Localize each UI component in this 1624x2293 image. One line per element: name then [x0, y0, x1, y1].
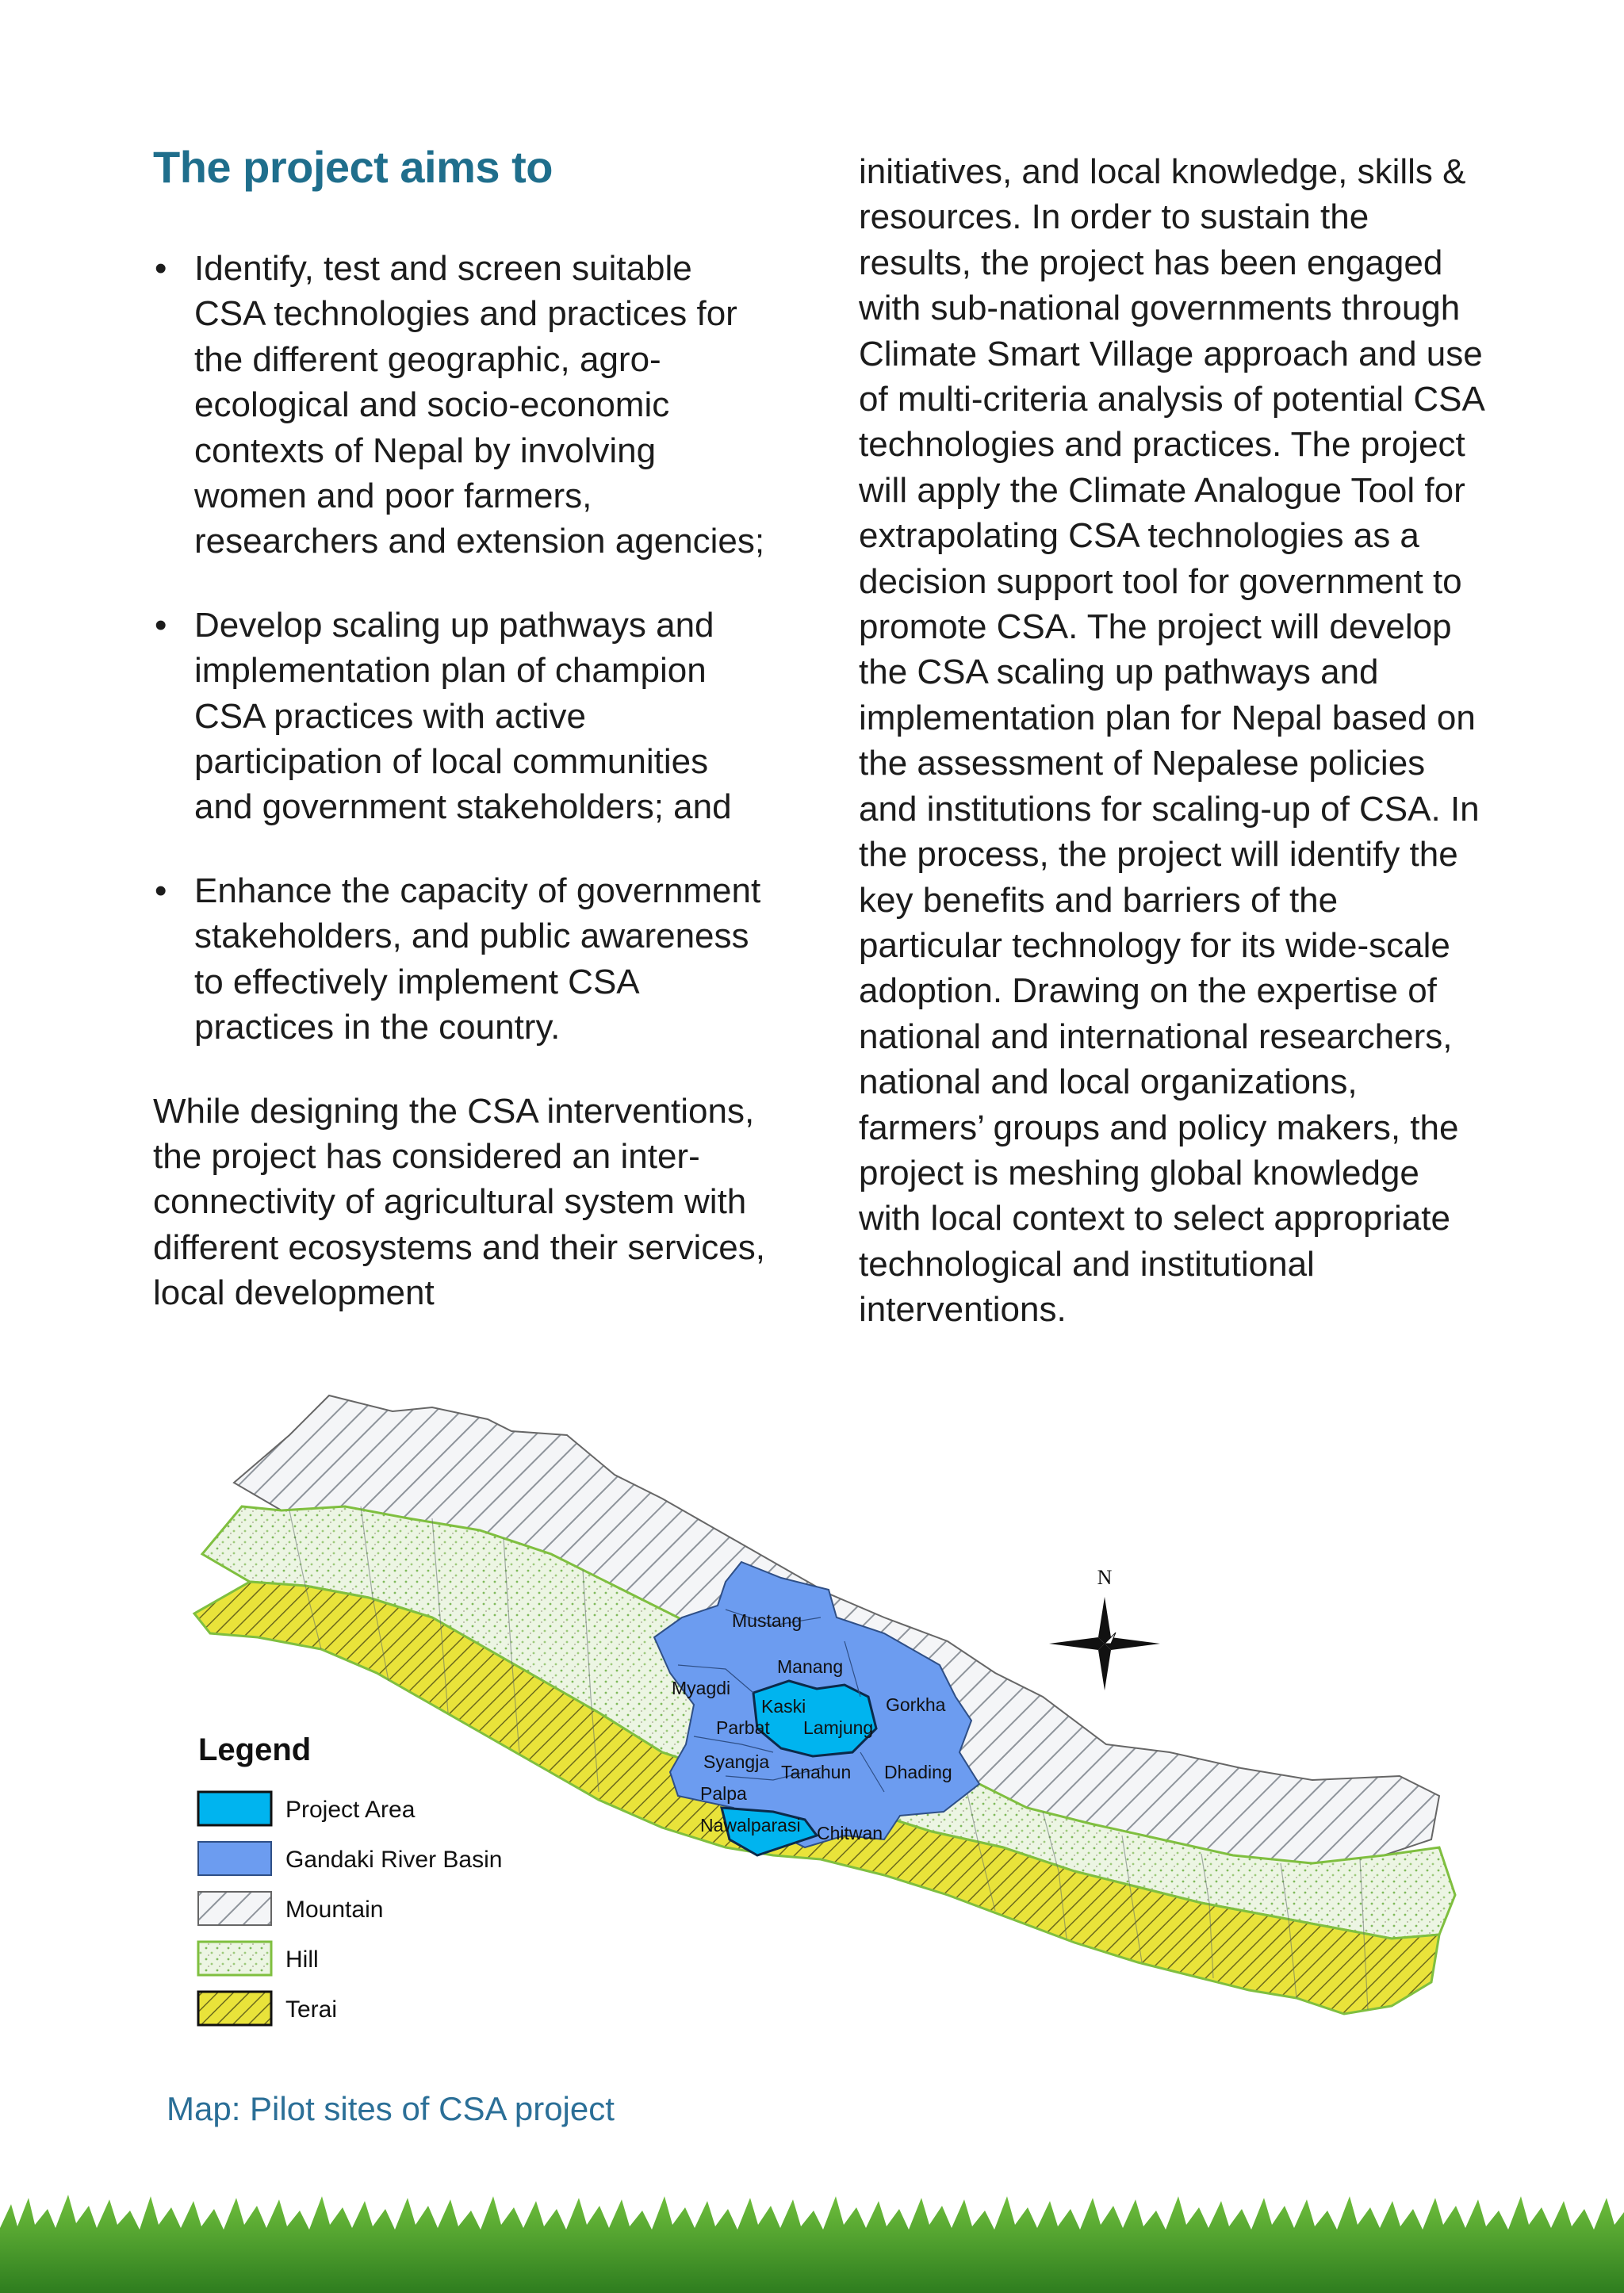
legend-swatch-terai: [198, 1992, 271, 2025]
district-label: Tanahun: [781, 1762, 852, 1782]
legend-swatch-gandaki: [198, 1842, 271, 1875]
legend-label: Mountain: [285, 1897, 384, 1923]
district-label: Dhading: [884, 1762, 952, 1782]
list-item: [153, 603, 772, 830]
legend-swatch-project-area: [198, 1792, 271, 1825]
district-label: Nawalparasi: [700, 1815, 801, 1836]
list-item: [153, 246, 772, 565]
district-label: Lamjung: [803, 1717, 874, 1738]
list-item: [153, 868, 772, 1051]
list-item-text: Develop scaling up pathways and implementation plan of champion CSA practices with active participation of local communities and government stakeholders; and: [194, 605, 732, 827]
north-label: N: [1097, 1566, 1113, 1589]
list-item-text: Enhance the capacity of government stakeholders, and public awareness to effectively implement CSA practices in the country.: [194, 871, 761, 1047]
north-arrow-icon: [1049, 1566, 1160, 1690]
bullet-icon: •: [155, 871, 167, 910]
bullet-icon: •: [155, 605, 167, 645]
right-column: [859, 149, 1485, 1333]
map-svg: [170, 1380, 1487, 2038]
district-label: Mustang: [732, 1610, 802, 1631]
district-label: Syangja: [703, 1751, 770, 1772]
district-label: Gorkha: [886, 1694, 946, 1715]
section-heading: The project aims to: [153, 142, 553, 192]
legend-swatch-hill: [198, 1942, 271, 1975]
bullet-icon: •: [155, 249, 167, 288]
grass-decoration: [0, 2188, 1624, 2293]
district-label: Palpa: [700, 1783, 747, 1804]
left-paragraph: While designing the CSA interventions, the project has considered an inter-connectivity of agricultural system with different ecosystems and their services, local development: [153, 1091, 765, 1313]
district-label: Parbat: [716, 1717, 770, 1738]
aims-list: [153, 246, 772, 1051]
legend-title: Legend: [198, 1732, 312, 1767]
right-paragraph: initiatives, and local knowledge, skills & resources. In order to sustain the results, the project has been engaged with sub-national governments through Climate Smart Village approach and use of multi-criteria analysis of potential CSA technologies and practices. The project will apply the Climate Analogue Tool for extrapolating CSA technologies as a decision support tool for government to promote CSA. The project will develop the CSA scaling up pathways and implementation plan for Nepal based on the assessment of Nepalese policies and institutions for scaling-up of CSA. In the process, the project will identify the key benefits and barriers of the particular technology for its wide-scale adoption. Drawing on the expertise of national and international researchers, national and local organizations, farmers’ groups and policy makers, the project is meshing global knowledge with local context to select appropriate technological and institutional interventions.: [859, 152, 1484, 1330]
list-item-text: Identify, test and screen suitable CSA technologies and practices for the different geographic, agro-ecological and socio-economic contexts of Nepal by involving women and poor farmers, researchers and extension agencies;: [194, 249, 765, 561]
map-legend: [198, 1732, 502, 2025]
nepal-map: [170, 1380, 1487, 2038]
legend-label: Terai: [285, 1996, 338, 2023]
district-label: Chitwan: [817, 1823, 883, 1843]
legend-label: Project Area: [285, 1797, 416, 1823]
grass-image: [0, 2188, 1624, 2293]
district-label: Manang: [777, 1656, 844, 1677]
district-label: Kaski: [761, 1696, 806, 1717]
legend-swatch-mountain: [198, 1892, 271, 1925]
district-label: Myagdi: [672, 1678, 731, 1698]
left-column: [153, 246, 772, 1316]
legend-label: Gandaki River Basin: [285, 1847, 503, 1873]
map-caption: Map: Pilot sites of CSA project: [167, 2090, 615, 2127]
legend-label: Hill: [285, 1947, 319, 1973]
